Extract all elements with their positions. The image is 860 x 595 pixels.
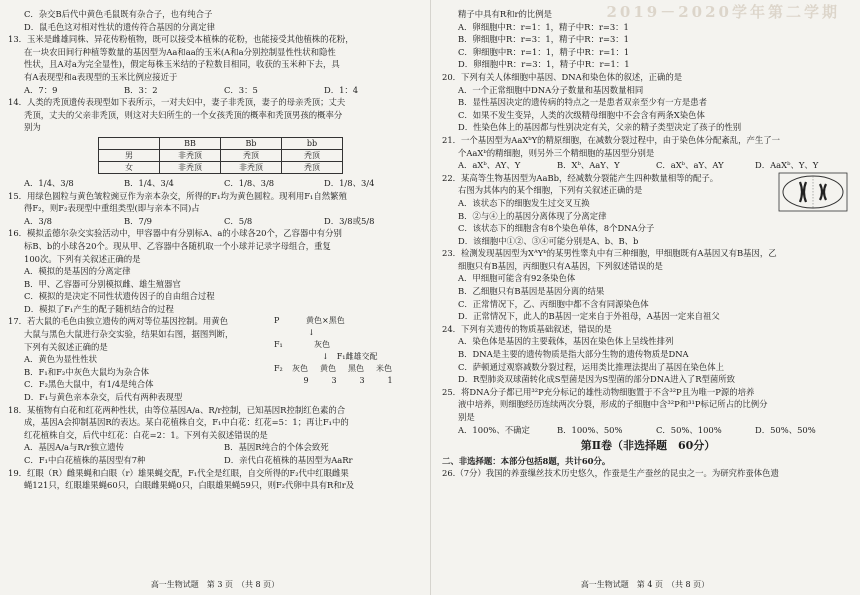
option: C．3：5 [224, 84, 258, 95]
option: C．正常情况下，乙、丙细胞中都不含有同源染色体 [458, 298, 649, 309]
question-22 [442, 172, 854, 248]
option: B．DNA是主要的遗传物质是指大部分生物的遗传物质是DNA [458, 349, 689, 360]
q15-options [8, 215, 424, 228]
q17-line: 17．若大鼠的毛色由独立遗传的两对等位基因控制。用黄色 [8, 316, 229, 327]
f2-phenotype: 黑色 [348, 364, 364, 374]
option: C．5/8 [224, 215, 253, 226]
q20-line: 20．下列有关人体细胞中基因、DNA和染色体的叙述，正确的是 [442, 71, 683, 82]
table-cell: 秃顶 [282, 149, 343, 161]
q14-line: 秃顶，丈夫的父亲非秃顶，则这对夫妇所生的一个女孩秃顶的概率和秃顶男孩的概率分 [24, 109, 343, 120]
table-cell [99, 137, 160, 149]
option: D．卵细胞中R：r=3：1，精子中R：r=1：1 [458, 59, 630, 70]
q15-line: 得F₂，则F₂表现型中重组类型(即与亲本不同)占 [24, 203, 200, 214]
q17-line: 大鼠与黑色大鼠进行杂交实验，结果如右图，据图判断， [24, 329, 234, 340]
q16-line: 标B、b的小球各20个。现从甲、乙容器中各随机取一个小球并记录字母组合，重复 [24, 240, 331, 251]
table-cell: 男 [99, 149, 160, 161]
option: D．亲代白花植株的基因型为AaRr [224, 455, 353, 465]
q14-options [8, 177, 424, 190]
q16-line: 16．模拟孟德尔杂交实验活动中，甲容器中有分别标A、a的小球各20个，乙容器中有分别 [8, 228, 342, 239]
option: C．F₂黑色大鼠中，有1/4是纯合体 [24, 379, 154, 390]
table-cell: 秃顶 [221, 149, 282, 161]
question-24 [442, 323, 854, 386]
f2-phenotype: 灰色 [292, 364, 308, 374]
table-row [99, 161, 343, 173]
f2-ratio: 3 [359, 376, 365, 386]
table-header-row [99, 137, 343, 149]
f2-phenotype: 黄色 [320, 364, 336, 374]
baldness-genotype-table [98, 137, 343, 174]
arrow-down-icon: ↓ [322, 352, 329, 362]
question-16 [8, 227, 424, 315]
option: C．如果不发生变异，人类的次级精母细胞中不会含有两条X染色体 [458, 109, 705, 120]
question-18 [8, 404, 424, 467]
table-cell: 秃顶 [282, 161, 343, 173]
q13-line: 有A表现型和a表现型的玉米比例应接近于 [24, 71, 178, 82]
parent-cross: 黄色×黑色 [306, 316, 345, 326]
q25-line: 液中培养，则细胞经历连续两次分裂，形成的子细胞中含³²P和³¹P标记所占的比例分 [458, 399, 768, 410]
option: A．100%、不确定 [458, 424, 530, 435]
q22-line: 右图为其体内的某个细胞，下列有关叙述正确的是 [458, 185, 643, 196]
question-13 [8, 33, 424, 96]
table-row [99, 149, 343, 161]
option: B．基因R纯合的个体会致死 [224, 442, 329, 453]
option: B．甲、乙容器可分别模拟雌、雄生殖器官 [24, 278, 181, 289]
q18-options [8, 454, 424, 467]
q15-line: 15．用绿色圆粒与黄色皱粒豌豆作为亲本杂交，所得的F₁均为黄色圆粒。现利用F₁自然繁殖 [8, 190, 347, 201]
q25-line: 别是 [458, 412, 475, 422]
f2-ratio: 3 [331, 376, 337, 386]
option: C．1/8、3/8 [224, 177, 275, 188]
q18-line: 红花植株自交，后代中红花：白花=2：1。下列有关叙述错误的是 [24, 429, 268, 440]
f2-phenotype: 米色 [376, 364, 392, 374]
q19-line: 精子中具有R和r的比例是 [458, 9, 553, 19]
q25-line: 25．将DNA分子都已用³²P充分标记的雄性动物细胞置于不含³²P且为唯一P源的培养 [442, 386, 755, 397]
option: A．基因A/a与R/r独立遗传 [24, 442, 125, 453]
f2-ratio: 9 [303, 376, 309, 386]
table-cell: bb [282, 137, 343, 149]
question-21 [442, 134, 854, 172]
option: C．卵细胞中R：r=1：1，精子中R：r=1：1 [458, 46, 630, 57]
q25-options [442, 424, 854, 437]
q26-line: 26.（7分）我国的养蚕缫丝技术历史悠久，作蚕是生产蚕丝的昆虫之一。为研究柞蚕体色遗 [442, 468, 779, 479]
option: D．3/8或5/8 [324, 215, 375, 226]
table-cell: 非秃顶 [221, 161, 282, 173]
q17-line: 下列有关叙述正确的是 [24, 341, 108, 352]
section-title: 第Ⅱ卷（非选择题 60分） [580, 439, 716, 453]
option: C．该状态下的细胞含有8个染色单体，8个DNA分子 [458, 223, 655, 234]
option: B．1/4、3/4 [124, 177, 174, 188]
option: D．模拟了F₁产生的配子随机结合的过程 [24, 303, 174, 314]
option: B．②与④上的基因分离体现了分离定律 [458, 210, 607, 221]
option: A．染色体是基因的主要载体，基因在染色体上呈线性排列 [458, 336, 674, 347]
option: A．1/4、3/8 [24, 177, 74, 188]
dividing-cell-diagram [778, 172, 848, 212]
option: A．3/8 [24, 215, 52, 226]
option: D．R型肺炎双球菌转化成S型菌是因为S型菌的部分DNA进入了R型菌所致 [458, 374, 736, 385]
option: A．该状态下的细胞发生过交叉互换 [458, 197, 590, 208]
option: C．模拟的是决定不同性状遗传因子的自由组合过程 [24, 291, 215, 302]
question-15 [8, 190, 424, 228]
q23-line: 23．检测发现基因型为XᴬYᵇ的某男性睾丸中有三种细胞，甲细胞既有A基因又有B基因，乙 [442, 248, 777, 259]
question-17 [8, 315, 424, 403]
option: D．1：4 [324, 84, 359, 95]
generation-label: F₁ [274, 340, 283, 350]
q16-line: 100次。下列有关叙述正确的是 [24, 253, 141, 264]
q14-line: 别为 [24, 122, 41, 133]
right-page [430, 0, 860, 595]
option: D．F₁与黄色亲本杂交，后代有两种表现型 [24, 392, 183, 403]
table-cell: BB [160, 137, 221, 149]
f1-phenotype: 灰色 [314, 340, 330, 350]
question-23 [442, 247, 854, 323]
option: A．7：9 [24, 84, 58, 95]
q24-line: 24．下列有关遗传的物质基础叙述，错误的是 [442, 323, 612, 334]
section-note: 二、非选择题：本部分包括8题，共计60分。 [442, 455, 611, 466]
option: B．7/9 [124, 215, 153, 226]
question-25 [442, 386, 854, 436]
generation-label: P [274, 316, 280, 326]
option: A．黄色为显性性状 [24, 354, 98, 365]
option: A．aXᵇ、AY、Y [458, 160, 521, 171]
q19-line: 蝇121只，红眼雄果蝇60只，白眼雌果蝇0只，白眼雄果蝇59只，则F₂代卵中具有R和r及 [24, 480, 355, 491]
f2-ratio: 1 [387, 376, 393, 386]
q19-line: 19．红眼（R）雌果蝇和白眼（r）雄果蝇交配，F₁代全是红眼，自交所得的F₂代中红眼雌果 [8, 467, 349, 478]
table-cell: 非秃顶 [160, 161, 221, 173]
q18-options [8, 441, 424, 454]
question-14 [8, 96, 424, 189]
arrow-down-icon: ↓ [308, 328, 315, 338]
option: D．AaXᵇ、Y、Y [755, 160, 819, 171]
watermark-stamp: 2019－2020学年第二学期 [606, 3, 840, 21]
option: D．该细胞中①②、③④可能分别是A、b、B、b [458, 235, 639, 246]
table-cell: Bb [221, 137, 282, 149]
f1-note: F₁雌雄交配 [336, 352, 378, 362]
option: A．甲细胞可能含有92条染色体 [458, 273, 576, 284]
rat-cross-diagram [274, 315, 424, 403]
q21-options [442, 159, 854, 172]
q12-option-c: C．杂交B后代中黄色毛鼠既有杂合子，也有纯合子 [24, 9, 213, 19]
option: A．一个正常细胞中DNA分子数量和基因数量相同 [458, 84, 644, 95]
option: B．Xᵇ、AaY、Y [557, 160, 620, 171]
option: C．aXᵇ、aY、AY [656, 160, 724, 171]
q21-line: 21．一个基因型为AaXᵇY的精原细胞，在减数分裂过程中，由于染色体分配紊乱，产生了一 [442, 134, 781, 145]
option: B．100%、50% [557, 424, 623, 435]
option: D．50%、50% [755, 424, 816, 435]
option: A．卵细胞中R：r=1：1，精子中R：r=3：1 [458, 21, 629, 32]
question-19 [8, 467, 424, 492]
option: B．显性基因决定的遗传病的特点之一是患者双亲至少有一方是患者 [458, 97, 708, 108]
q18-line: 18．某植物有白花和红花两种性状，由等位基因A/a、R/r控制，已知基因R控制红色素的合 [8, 404, 346, 415]
table-cell: 非秃顶 [160, 149, 221, 161]
option: C．萨顿通过观察减数分裂过程，运用类比推理法提出了基因在染色体上 [458, 361, 725, 372]
q14-line: 14．人类的秃顶遗传表现型如下表所示，一对夫妇中，妻子非秃顶，妻子的母亲秃顶；丈夫 [8, 97, 346, 108]
option: B．卵细胞中R：r=3：1，精子中R：r=3：1 [458, 34, 629, 45]
q12-option-d: D．鼠毛色这对相对性状的遗传符合基因的分离定律 [24, 21, 215, 32]
q13-line: 13．玉米是雌雄同株、异花传粉植物，既可以接受本植株的花粉，也能接受其他植株的花粉， [8, 34, 354, 45]
option: B．3：2 [124, 84, 158, 95]
option: B．F₁和F₂中灰色大鼠均为杂合体 [24, 366, 149, 377]
option: B．乙细胞只有B基因是基因分离的结果 [458, 286, 605, 297]
table-cell: 女 [99, 161, 160, 173]
question-20 [442, 71, 854, 134]
q18-line: 成，基因A会抑制基因R的表达。某白花植株自交，F₁中白花：红花=5：1；再让F₁中的 [24, 417, 349, 428]
option: D．性染色体上的基因都与性别决定有关，父亲的精子类型决定了孩子的性别 [458, 122, 742, 133]
page-footer: 高一生物试题 第 4 页 （共 8 页） [580, 580, 710, 590]
option: A．模拟的是基因的分离定律 [24, 266, 131, 277]
q13-line: 性状，且A对a为完全显性)，假定每株玉米结的子粒数目相同，收获的玉米种下去，具 [24, 59, 340, 70]
option: C．50%、100% [656, 424, 722, 435]
q23-line: 细胞只有B基因，丙细胞只有A基因，下列叙述错误的是 [458, 260, 663, 271]
page-footer: 高一生物试题 第 3 页 （共 8 页） [150, 580, 280, 590]
option: C．F₁中白花植株的基因型有7种 [24, 455, 146, 465]
q13-options [8, 84, 424, 97]
option: D．正常情况下，此人的B基因一定来自于外祖母，A基因一定来自祖父 [458, 311, 720, 322]
option: D．1/8、3/4 [324, 177, 375, 188]
q13-line: 在一块农田间行种植等数量的基因型为Aa和aa的玉米(A和a分别控制显性性状和隐性 [24, 46, 336, 57]
q21-line: 个AaXᵇ的精细胞，则另外三个精细胞的基因型分别是 [458, 147, 655, 158]
q22-line: 22．某高等生物基因型为AaBb，经减数分裂能产生四种数量相等的配子。 [442, 172, 719, 183]
generation-label: F₂ [274, 364, 283, 374]
